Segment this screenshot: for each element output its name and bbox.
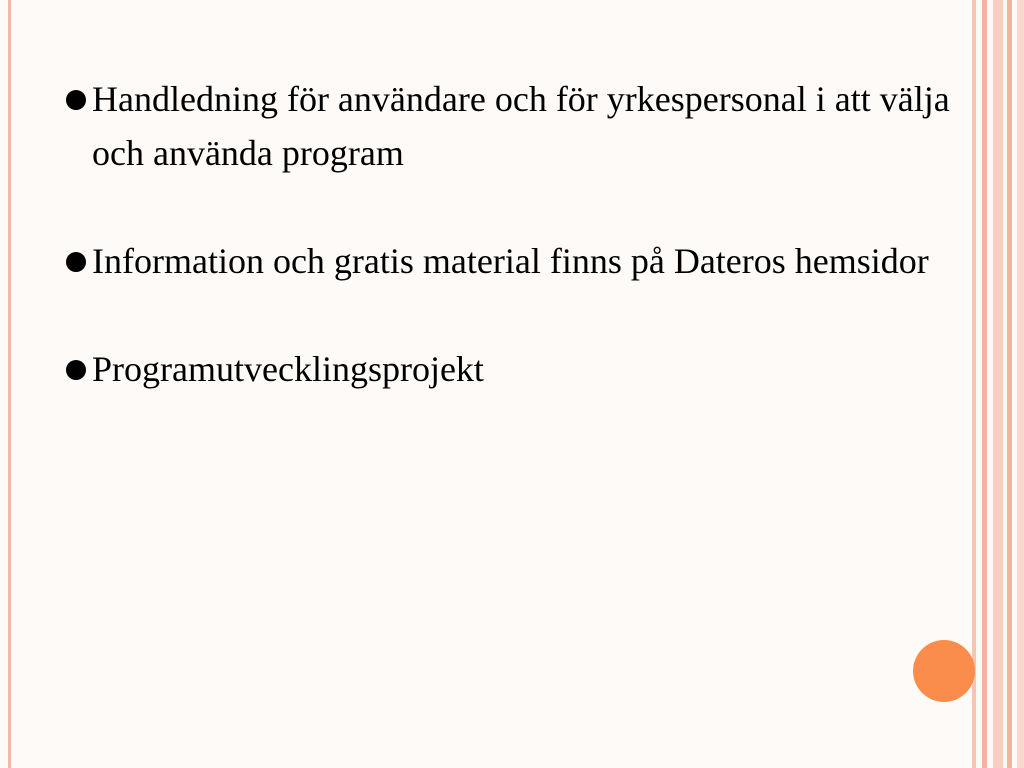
bullet-text: Programutvecklingsprojekt [92,349,484,389]
decorative-circle-icon [913,640,975,702]
bullet-item [64,234,964,288]
bullet-dot-icon [66,360,86,380]
stripe [982,0,987,768]
bullet-dot-icon [66,252,86,272]
bullet-text: Handledning för användare och för yrkespersonal i att välja och använda program [92,79,950,173]
stripe [1007,0,1012,768]
left-border-line [8,0,11,768]
bullet-list [64,72,964,450]
right-decorative-stripes [972,0,1024,768]
stripe [993,0,1003,768]
bullet-dot-icon [66,90,86,110]
bullet-item [64,342,964,396]
bullet-text: Information och gratis material finns på Dateros hemsidor [92,241,929,281]
stripe [972,0,976,768]
bullet-item [64,72,964,180]
stripe [1017,0,1024,768]
